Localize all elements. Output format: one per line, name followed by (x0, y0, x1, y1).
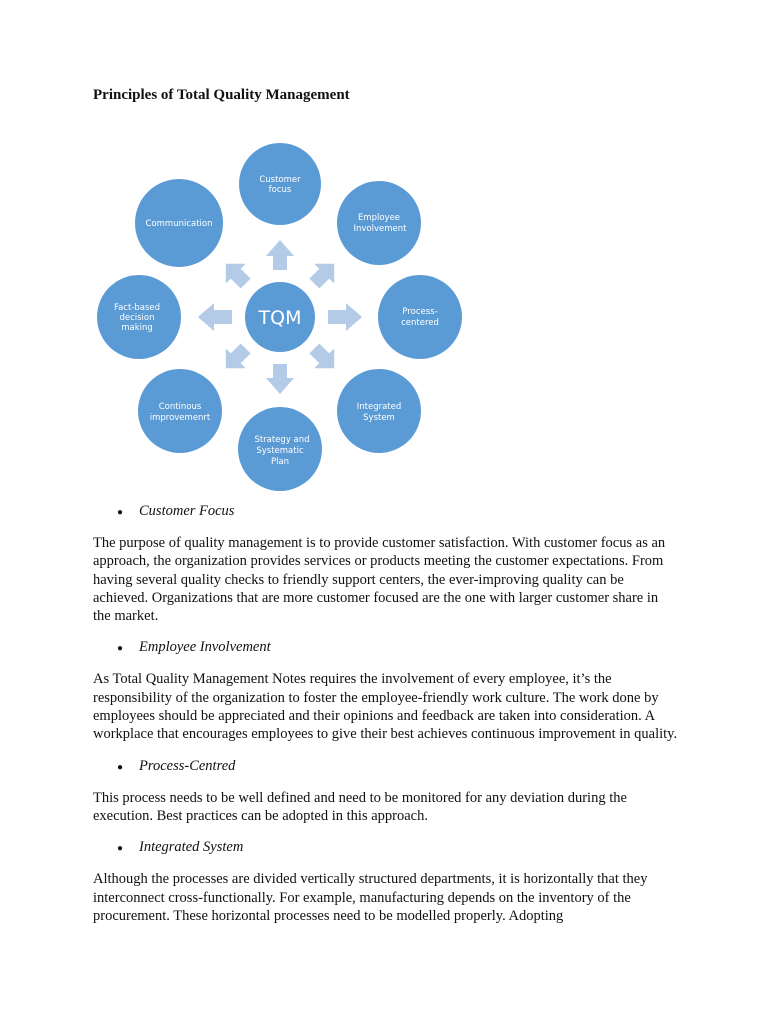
arrow-up-left (216, 254, 256, 294)
node-label-line: Process- (402, 307, 438, 317)
node-label-line: centered (401, 318, 439, 328)
section-heading-text: Customer Focus (139, 503, 235, 519)
tqm-diagram (0, 0, 768, 500)
section-heading (93, 839, 678, 856)
arrow-down-right (304, 338, 344, 378)
bullet-icon: ● (117, 761, 124, 773)
bullet-icon: ● (117, 843, 124, 855)
node-label-line: making (121, 323, 153, 333)
node-integrated-system (337, 369, 421, 453)
node-label-line: Integrated (356, 402, 402, 412)
node-label-line: Involvement (353, 224, 407, 234)
node-label-line: Customer (259, 175, 301, 185)
node-fact-based-decision-making (97, 275, 181, 359)
section-paragraph: Although the processes are divided vertically structured departments, it is horizontally that they interconnect cross-functionally. For example, manufacturing depends on the inventory of the procurement. These horizontal processes need to be modelled properly. Adopting (93, 871, 648, 924)
bullet-icon: ● (117, 507, 124, 518)
node-label-line: Employee (357, 213, 401, 223)
section-paragraph: This process needs to be well defined and need to be monitored for any deviation during the execution. Best practices can be adopted in this approach. (93, 789, 627, 824)
node-continuous-improvement (138, 369, 222, 453)
node-label-line: Fact-based (113, 303, 161, 313)
section-heading (93, 503, 678, 520)
center-node (245, 282, 315, 352)
node-employee-involvement (337, 181, 421, 265)
node-label-line: Plan (270, 457, 290, 467)
node-label-line: System (363, 413, 395, 423)
page-title: Principles of Total Quality Management (93, 87, 350, 103)
node-label-line: Systematic (256, 446, 304, 456)
node-label-line: improvemenrt (149, 413, 211, 423)
node-customer-focus (239, 143, 321, 225)
arrow-up (266, 240, 294, 270)
node-label-line: Communication (145, 219, 213, 229)
node-label-line: focus (268, 185, 292, 195)
section-heading-text: Process-Centred (139, 757, 236, 774)
center-label: TQM (258, 307, 302, 329)
node-communication (135, 179, 223, 267)
node-process-centered (378, 275, 462, 359)
section-paragraph: The purpose of quality management is to provide customer satisfaction. With customer focus as an approach, the organization provides services or products meeting the customer expectations. From having several quality checks to friendly support centers, the ever-improving quality can be achieved. Organizations that are more customer focused are the one with larger customer share in the market. (93, 535, 666, 625)
arrow-down-left (216, 338, 256, 378)
node-label-line: decision (119, 313, 155, 323)
section-heading-text: Employee Involvement (139, 639, 271, 656)
node-strategy-systematic-plan (238, 407, 322, 491)
node-label-line: Continous (158, 402, 202, 412)
section-heading (93, 758, 678, 775)
arrow-left (198, 303, 232, 331)
section-heading-text: Integrated System (139, 839, 244, 856)
document-body (93, 503, 678, 939)
arrow-up-right (304, 254, 344, 294)
node-label-line: Strategy and (254, 435, 310, 445)
arrow-down (266, 364, 294, 394)
arrow-right (328, 303, 362, 331)
bullet-icon: ● (117, 643, 124, 655)
section-paragraph: As Total Quality Management Notes requires the involvement of every employee, it’s the responsibility of the organization to foster the employee-friendly work culture. The work done by employees should be appreciated and their opinions and feedback are taken into consideration. A workplace that encourages employees to give their best achieves continuous improvement in quality. (93, 671, 678, 743)
section-heading (93, 639, 678, 656)
